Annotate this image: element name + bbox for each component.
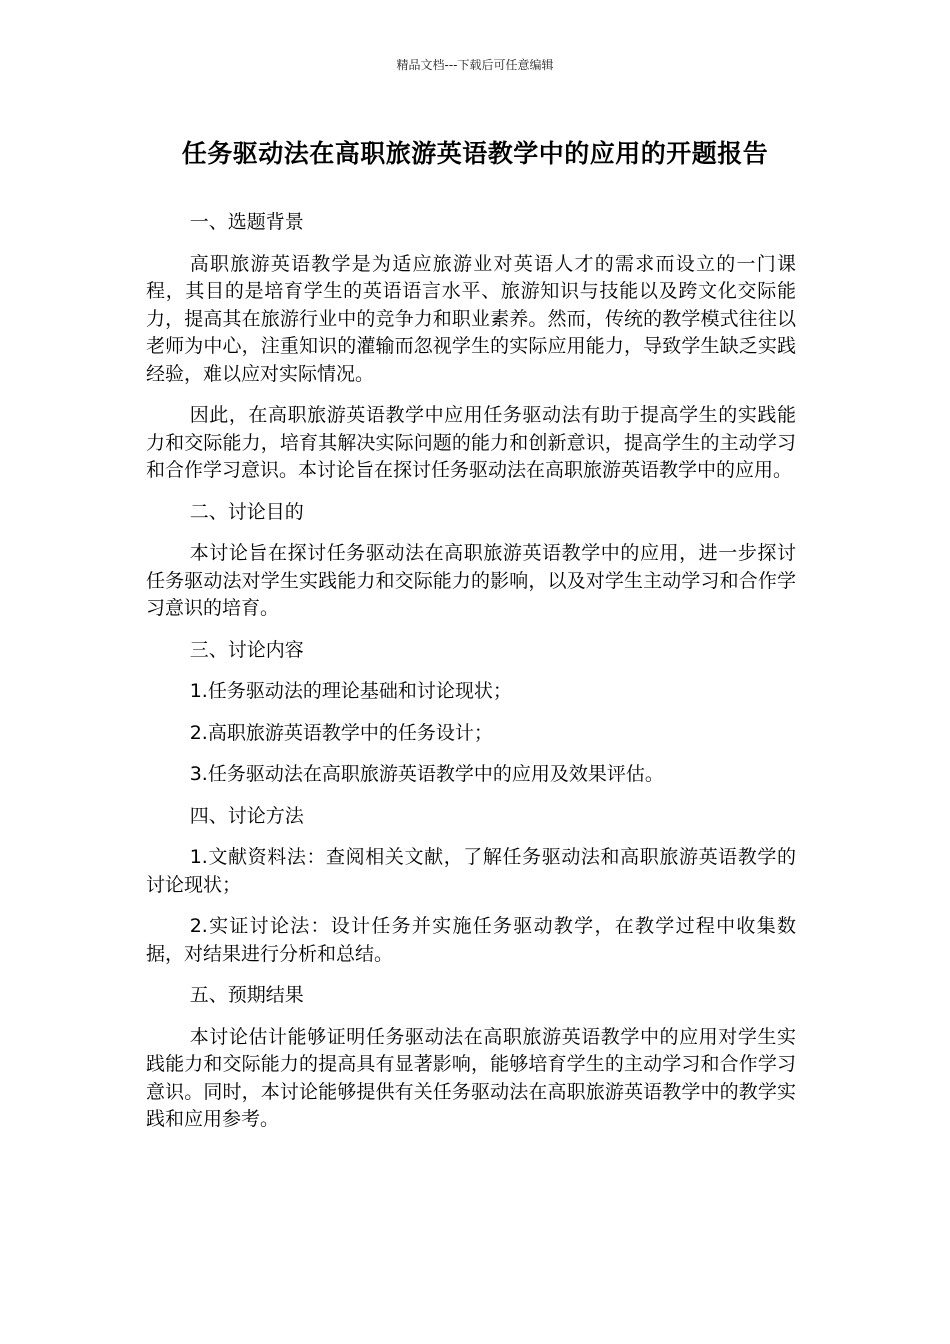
section-heading-background: 一、选题背景	[189, 211, 304, 233]
content-item-1: 1.任务驱动法的理论基础和讨论现状；	[189, 680, 512, 702]
page-header: 精品文档---下载后可任意编辑	[396, 58, 554, 72]
method-item-1: 1.文献资料法：查阅相关文献，了解任务驱动法和高职旅游英语教学的讨论现状；	[146, 846, 796, 896]
section-heading-content: 三、讨论内容	[189, 638, 304, 661]
section-heading-methods: 四、讨论方法	[189, 804, 304, 827]
paragraph-background-2: 因此，在高职旅游英语教学中应用任务驱动法有助于提高学生的实践能力和交际能力，培育其解决实际问题的能力和创新意识，提高学生的主动学习和合作学习意识。本讨论旨在探讨任务驱动法在高职旅游英语教学中的应用。	[146, 404, 796, 481]
section-heading-purpose: 二、讨论目的	[189, 500, 304, 523]
paragraph-results: 本讨论估计能够证明任务驱动法在高职旅游英语教学中的应用对学生实践能力和交际能力的提高具有显著影响，能够培育学生的主动学习和合作学习意识。同时，本讨论能够提供有关任务驱动法在高职旅游英语教学中的教学实践和应用参考。	[146, 1025, 796, 1130]
document-title: 任务驱动法在高职旅游英语教学中的应用的开题报告	[181, 139, 769, 168]
content-item-3: 3.任务驱动法在高职旅游英语教学中的应用及效果评估。	[189, 763, 664, 785]
paragraph-background-1: 高职旅游英语教学是为适应旅游业对英语人才的需求而设立的一门课程，其目的是培育学生的英语语言水平、旅游知识与技能以及跨文化交际能力，提高其在旅游行业中的竞争力和职业素养。然而，传统的教学模式往往以老师为中心，注重知识的灌输而忽视学生的实际应用能力，导致学生缺乏实践经验，难以应对实际情况。	[146, 252, 796, 385]
paragraph-purpose: 本讨论旨在探讨任务驱动法在高职旅游英语教学中的应用，进一步探讨任务驱动法对学生实践能力和交际能力的影响，以及对学生主动学习和合作学习意识的培育。	[146, 542, 796, 619]
document-body	[146, 209, 796, 1148]
section-heading-results: 五、预期结果	[189, 984, 304, 1006]
method-item-2: 2.实证讨论法：设计任务并实施任务驱动教学，在教学过程中收集数据，对结果进行分析和总结。	[146, 915, 796, 965]
content-item-2: 2.高职旅游英语教学中的任务设计；	[189, 721, 493, 744]
